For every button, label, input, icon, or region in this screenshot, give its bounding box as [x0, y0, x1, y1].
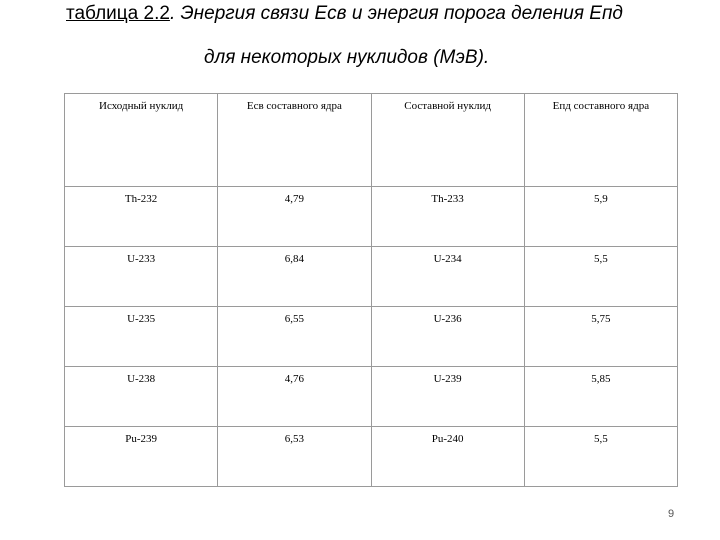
table-row	[65, 187, 678, 247]
table-row	[65, 367, 678, 427]
cell-binding-energy: 6,53	[218, 427, 371, 487]
cell-initial-nuclide: Th-232	[65, 187, 218, 247]
cell-fission-threshold: 5,5	[524, 427, 677, 487]
cell-compound-nuclide: U-234	[371, 247, 524, 307]
table-row	[65, 307, 678, 367]
table-header-row	[65, 94, 678, 187]
table-caption-label: таблица 2.2	[66, 3, 170, 24]
header-fission-threshold: Eпд составного ядра	[524, 94, 677, 187]
table-row	[65, 247, 678, 307]
cell-compound-nuclide: U-239	[371, 367, 524, 427]
table-caption-line1	[66, 3, 623, 25]
header-compound-nuclide: Составной нуклид	[371, 94, 524, 187]
cell-binding-energy: 6,84	[218, 247, 371, 307]
nuclide-energy-table	[64, 93, 678, 487]
table-caption-text: . Энергия связи Eсв и энергия порога деления Eпд	[169, 3, 623, 24]
cell-initial-nuclide: U-235	[65, 307, 218, 367]
cell-initial-nuclide: U-233	[65, 247, 218, 307]
cell-initial-nuclide: Pu-239	[65, 427, 218, 487]
cell-fission-threshold: 5,9	[524, 187, 677, 247]
cell-binding-energy: 6,55	[218, 307, 371, 367]
header-initial-nuclide: Исходный нуклид	[65, 94, 218, 187]
page-number: 9	[668, 508, 675, 520]
cell-fission-threshold: 5,5	[524, 247, 677, 307]
cell-fission-threshold: 5,85	[524, 367, 677, 427]
table-caption-line2: для некоторых нуклидов (МэВ).	[204, 47, 490, 68]
cell-compound-nuclide: Th-233	[371, 187, 524, 247]
cell-compound-nuclide: Pu-240	[371, 427, 524, 487]
table-row	[65, 427, 678, 487]
cell-binding-energy: 4,76	[218, 367, 371, 427]
cell-fission-threshold: 5,75	[524, 307, 677, 367]
header-binding-energy: Eсв составного ядра	[218, 94, 371, 187]
cell-binding-energy: 4,79	[218, 187, 371, 247]
cell-initial-nuclide: U-238	[65, 367, 218, 427]
cell-compound-nuclide: U-236	[371, 307, 524, 367]
